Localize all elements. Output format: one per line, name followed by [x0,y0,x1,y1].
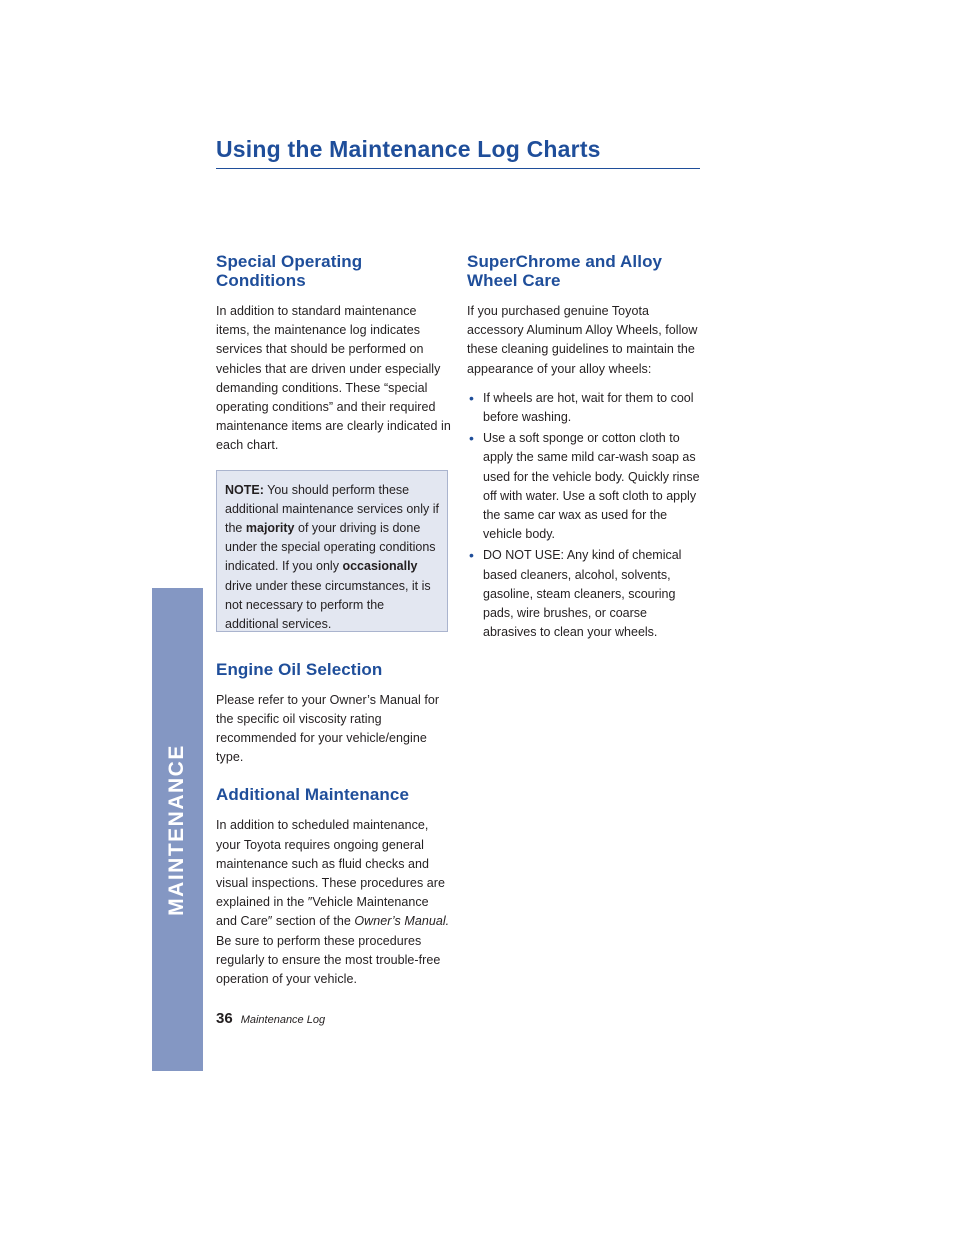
list-item-text: Use a soft sponge or cotton cloth to apply the same mild car-wash soap as used for the vehicle body. Quickly rinse off with water. Use a soft cloth to apply the same car wax as used for the vehicle body. [483,431,700,542]
page-title: Using the Maintenance Log Charts [216,136,601,162]
left-column [216,252,451,989]
side-tab-label: MAINTENANCE [165,744,188,916]
note-text-part-2: of your driving is done under the special operating conditions indicated. If you only [225,521,436,574]
list-item [467,389,703,427]
additional-text-part-2: Be sure to perform these procedures regularly to ensure the most trouble-free operation of your vehicle. [216,933,441,987]
note-majority: majority [245,521,295,536]
footer-label: Maintenance Log [240,1014,326,1026]
note-text-part-1: You should perform these additional maintenance services only if the [225,482,440,536]
additional-maintenance-section [216,785,451,989]
note-text [225,481,439,635]
note-text-part-3: drive under these circumstances, it is not necessary to perform the additional services. [225,578,431,632]
title-divider [216,168,700,169]
bullet-icon: • [469,547,474,564]
note-occasionally: occasionally [342,559,418,574]
list-item-text: If wheels are hot, wait for them to cool before washing. [483,390,694,425]
wheel-care-section [467,252,703,642]
list-item [467,546,703,642]
special-conditions-text: In addition to standard maintenance items, the maintenance log indicates services that should be performed on vehicles that are driven under especially demanding conditions. These “special operating conditions” and their required maintenance items are clearly indicated in each chart. [216,304,451,453]
engine-oil-section [216,660,451,768]
additional-maintenance-text [216,816,451,989]
engine-oil-text: Please refer to your Owner’s Manual for the specific oil viscosity rating recommended for your vehicle/engine type. [216,692,440,765]
wheel-care-intro: If you purchased genuine Toyota accessory Aluminum Alloy Wheels, follow these cleaning guidelines to maintain the appearance of your alloy wheels: [467,304,698,376]
wheel-care-list [467,389,703,643]
additional-text-part-1: In addition to scheduled maintenance, your Toyota requires ongoing general maintenance such as fluid checks and visual inspections. These procedures are explained in the ″Vehicle Maintenance and Care″ section of the [216,818,445,929]
note-label: NOTE: [225,482,264,497]
bullet-icon: • [469,389,474,406]
right-column [467,252,703,644]
special-conditions-heading: Special Operating Conditions [216,252,363,290]
page-footer [216,1010,325,1027]
additional-maintenance-heading: Additional Maintenance [216,785,409,805]
list-item [467,429,703,544]
bullet-icon: • [469,430,474,447]
note-box [216,470,448,632]
engine-oil-heading: Engine Oil Selection [216,659,383,679]
wheel-care-heading: SuperChrome and Alloy Wheel Care [467,252,663,290]
page-number: 36 [216,1010,233,1027]
owners-manual-reference: Owner’s Manual. [354,914,450,929]
special-conditions-section [216,252,451,456]
list-item-text: DO NOT USE: Any kind of chemical based cleaners, alcohol, solvents, gasoline, steam cleaners, scouring pads, wire brushes, or coarse abrasives to clean your wheels. [483,548,682,640]
